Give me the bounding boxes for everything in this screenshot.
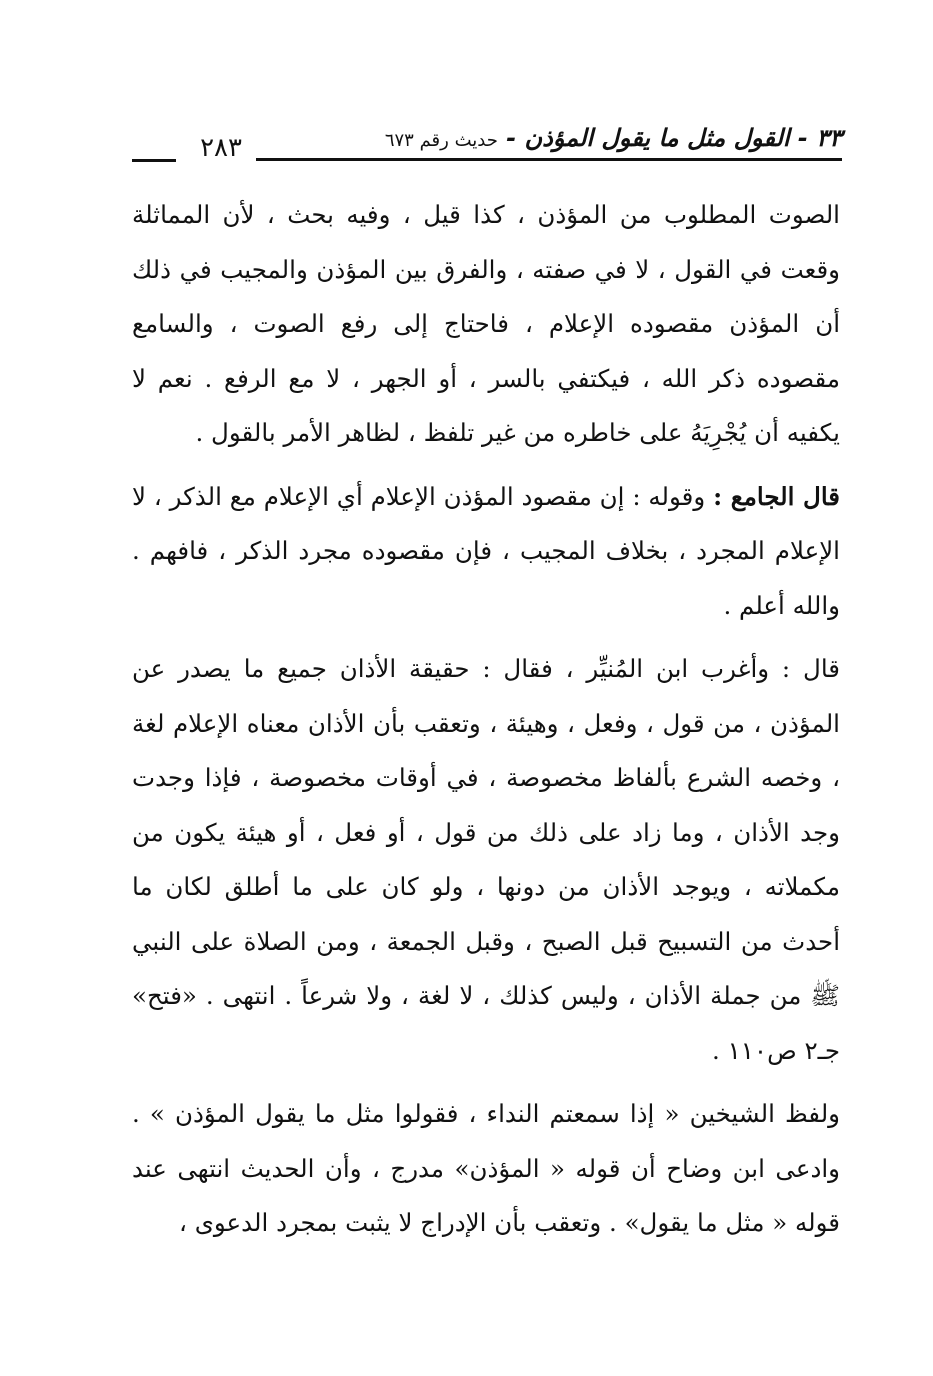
chapter-title: ٣٣ - القول مثل ما يقول المؤذن - bbox=[506, 124, 842, 152]
paragraph bbox=[132, 188, 840, 461]
page-number: ٢٨٣ bbox=[200, 133, 242, 163]
paragraph-text: وقوله : إن مقصود المؤذن الإعلام أي الإعلام مع الذكر ، لا الإعلام المجرد ، بخلاف المجيب ، فإن مقصوده مجرد الذكر ، فافهم . والله أعلم . bbox=[132, 481, 840, 620]
hadith-reference: حديث رقم ٦٧٣ bbox=[384, 130, 498, 151]
page-number-block bbox=[130, 130, 248, 170]
paragraph bbox=[132, 470, 840, 634]
paragraph bbox=[132, 1087, 840, 1251]
paragraph-text: قال : وأغرب ابن المُنيِّر ، فقال : حقيقة الأذان جميع ما يصدر عن المؤذن ، من قول ، وفعل ، وهيئة ، وتعقب بأن الأذان معناه الإعلام لغة ، وخصه الشرع بألفاظ مخصوصة ، في أوقات مخصوصة ، فإذا وجدت وجد الأذان ، وما زاد على ذلك من قول ، أو فعل ، أو هيئة يكون من مكملاته ، ويوجد الأذان من دونها ، ولو كان على ما أطلق لكان ما أحدث من التسبيح قبل الصبح ، وقبل الجمعة ، ومن الصلاة على النبي ﷺ من جملة الأذان ، وليس كذلك ، لا لغة ، ولا شرعاً . انتهى . «فتح» جـ٢ ص١١٠ . bbox=[132, 654, 840, 1065]
body-text bbox=[132, 188, 840, 1251]
paragraph-lead: قال الجامع : bbox=[713, 481, 841, 511]
header-rule bbox=[256, 158, 842, 161]
paragraph-text: ولفظ الشيخين « إذا سمعتم النداء ، فقولوا مثل ما يقول المؤذن » . وادعى ابن وضاح أن قوله « المؤذن» مدرج ، وأن الحديث انتهى عند قوله « مثل ما يقول» . وتعقب بأن الإدراج لا يثبت بمجرد الدعوى ، bbox=[132, 1099, 840, 1237]
paragraph-text: الصوت المطلوب من المؤذن ، كذا قيل ، وفيه بحث ، لأن المماثلة وقعت في القول ، لا في صفته ، والفرق بين المؤذن والمجيب في ذلك أن المؤذن مقصوده الإعلام ، فاحتاج إلى رفع الصوت ، والسامع مقصوده ذكر الله ، فيكتفي بالسر ، أو الجهر ، لا مع الرفع . نعم لا يكفيه أن يُجْرِيَهُ على خاطره من غير تلفظ ، لظاهر الأمر بالقول . bbox=[132, 200, 840, 447]
chapter-heading bbox=[385, 118, 842, 161]
page-number-dash bbox=[132, 159, 176, 162]
running-header bbox=[130, 118, 842, 174]
paragraph bbox=[132, 642, 840, 1078]
